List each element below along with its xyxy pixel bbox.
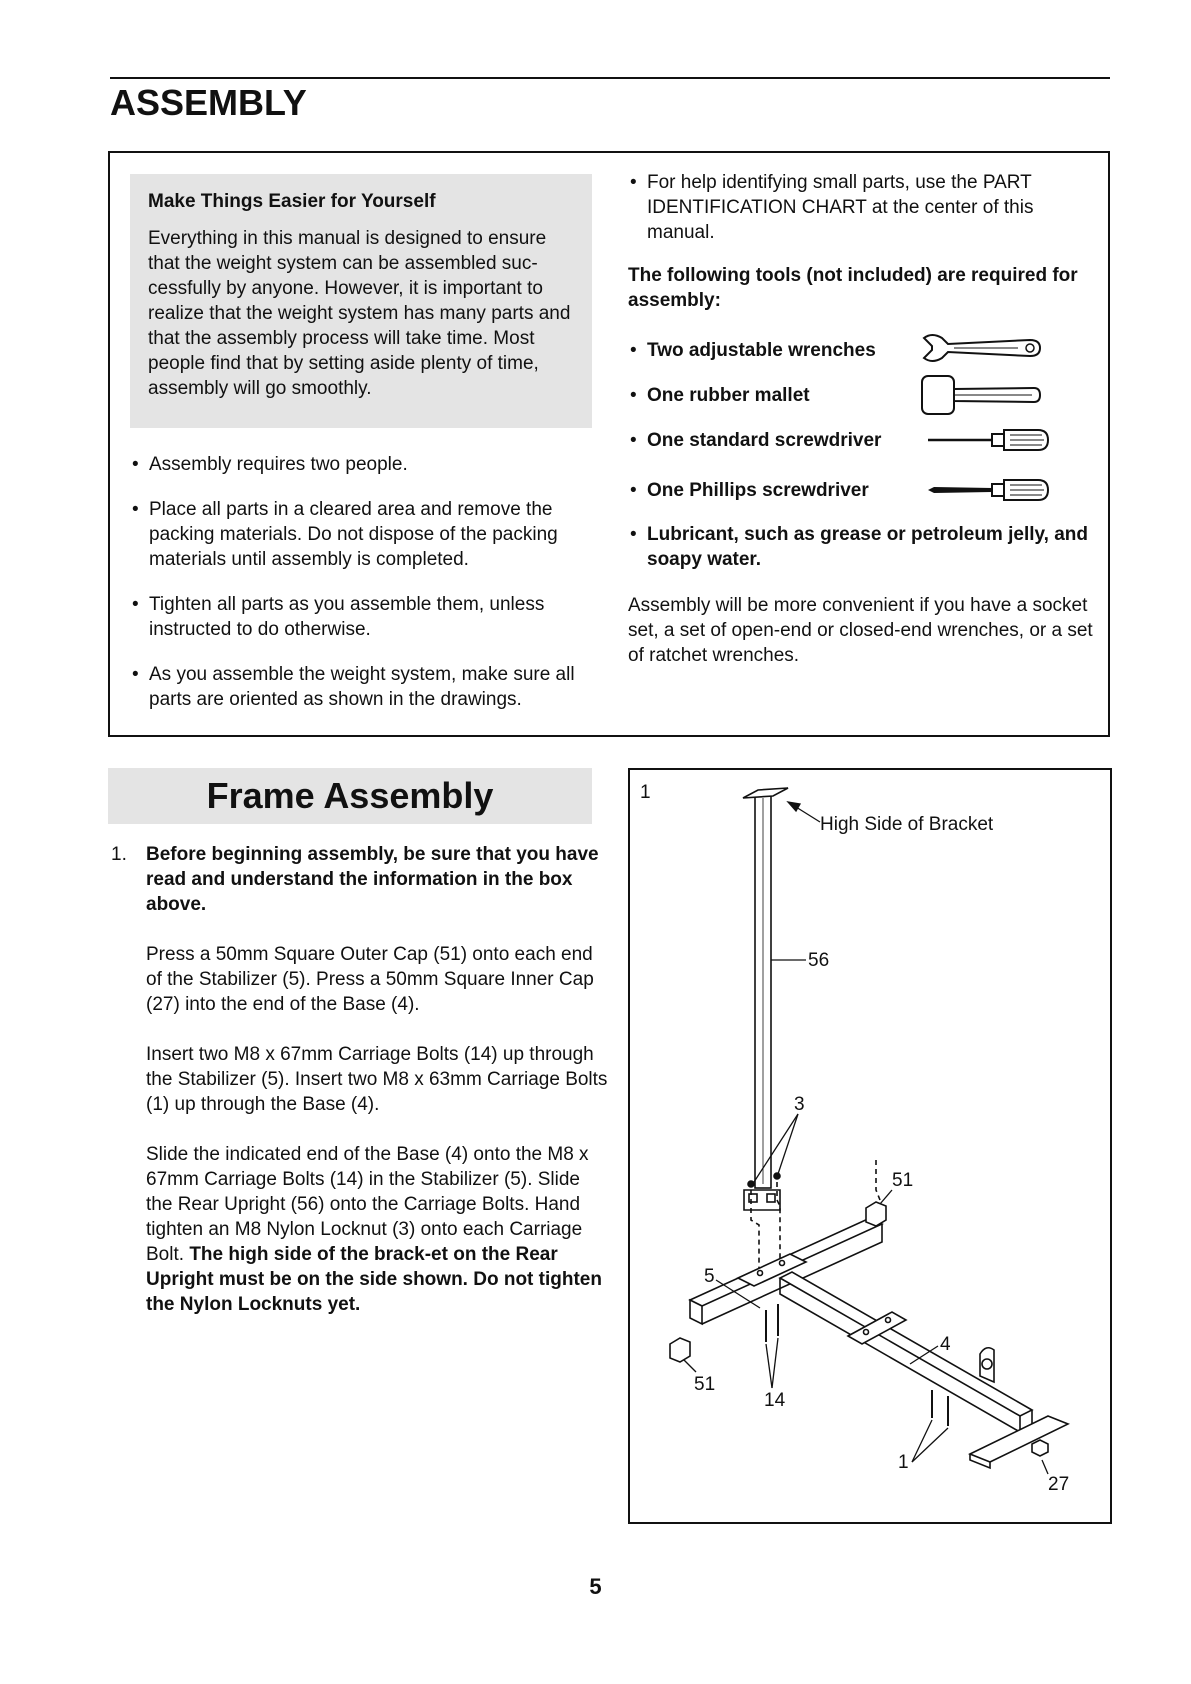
label-51-right: 51 [892,1170,914,1191]
figure-number: 1 [640,782,651,803]
tip-title: Make Things Easier for Yourself [148,191,436,212]
frame-diagram-drawing [630,770,1114,1526]
step-warning: The high side of the brack-et on the Rear Upright must be on the side shown. Do not tighten the Nylon Locknuts yet. [146,1244,602,1315]
help-bullet-text: For help identifying small parts, use the PART IDENTIFICATION CHART at the center of this manual. [647,172,1034,243]
label-27: 27 [1048,1474,1070,1495]
wrench-icon [918,330,1043,366]
top-bracket-part [743,788,788,798]
list-item-text: Assembly requires two people. [149,454,408,475]
list-item-text: Tighten all parts as you assemble them, unless instructed to do otherwise. [149,594,545,640]
locknut-part [774,1173,780,1179]
bullet: • [132,664,139,685]
list-item-text: Place all parts in a cleared area and remove the packing materials. Do not dispose of the packing materials until assembly is completed. [149,499,558,570]
right-column [628,170,1098,313]
step-number: 1. [111,844,127,865]
help-bullet-list [628,170,1098,245]
convenient-note: Assembly will be more convenient if you have a socket set, a set of open-end or closed-end wrenches, or a set of ratchet wrenches. [628,595,1093,666]
bullet: • [630,385,637,406]
tool-label: Two adjustable wrenches [647,340,876,361]
list-item [130,452,600,477]
label-1: 1 [898,1452,909,1473]
frame-diagram [628,768,1112,1524]
step-paragraph [146,1142,608,1317]
lubricant-text: Lubricant, such as grease or petroleum jelly, and soapy water. [647,524,1088,570]
bullet: • [630,480,637,501]
locknut-part [748,1181,754,1187]
bullet: • [630,340,637,361]
label-3: 3 [794,1094,805,1115]
label-51-left: 51 [694,1374,716,1395]
bullet: • [132,594,139,615]
lubricant-item [628,522,1098,572]
bullet: • [132,499,139,520]
label-5: 5 [704,1266,715,1287]
tip-box [130,174,592,428]
mallet-icon [918,372,1043,418]
list-item [628,338,876,363]
list-item [628,428,881,453]
header-rule [110,77,1110,79]
page-title: ASSEMBLY [110,82,307,123]
label-high-side: High Side of Bracket [820,814,994,835]
list-item-text: As you assemble the weight system, make sure all parts are oriented as shown in the drawings. [149,664,575,710]
frame-assembly-heading: Frame Assembly [108,768,592,824]
base-part [780,1272,1032,1416]
foot-plate-part [970,1416,1068,1462]
list-item [628,383,810,408]
phillips-screwdriver-icon [926,476,1050,504]
bullet: • [630,430,637,451]
step-1 [108,842,608,1342]
list-item [628,170,1098,245]
diagram-parts [670,788,1068,1468]
outer-cap-part [670,1338,690,1362]
list-item [628,478,869,503]
step-paragraph: Insert two M8 x 67mm Carriage Bolts (14) up through the Stabilizer (5). Insert two M8 x 63mm Carriage Bolts (1) up through the Base (4). [146,1044,608,1115]
tool-label: One Phillips screwdriver [647,480,869,501]
bullet: • [132,454,139,475]
bullet: • [630,172,637,193]
screwdriver-icon [926,426,1050,454]
tools-heading: The following tools (not included) are required for assembly: [628,265,1078,311]
list-item [130,662,600,712]
step-body [146,842,608,1317]
tip-text: Everything in this manual is designed to ensure that the weight system can be assembled suc-cessfully by anyone. However, it is important to realize that the weight system has many parts and that the assembly process will take time. Most people find that by setting aside plenty of time, assembly will go smoothly. [148,228,571,399]
list-item [130,497,600,572]
label-56: 56 [808,950,830,971]
tool-label: One rubber mallet [647,385,810,406]
assembly-bullet-list [130,452,600,732]
outer-cap-part [866,1202,886,1226]
tool-label: One standard screwdriver [647,430,882,451]
step-intro: Before beginning assembly, be sure that you have read and understand the information in the box above. [146,844,599,915]
page-number: 5 [589,1574,602,1599]
label-14: 14 [764,1390,786,1411]
list-item [130,592,600,642]
step-paragraph: Press a 50mm Square Outer Cap (51) onto each end of the Stabilizer (5). Press a 50mm Square Inner Cap (27) into the end of the Base (4). [146,944,594,1015]
step-text: Slide the indicated end of the Base (4) onto the M8 x 67mm Carriage Bolts (14) in the Stabilizer (5). Slide the Rear Upright (56) onto the Carriage Bolts. Hand tighten an M8 Nylon Locknut (3) onto each Carriage Bolt. [146,1144,589,1265]
label-4: 4 [940,1334,951,1355]
bullet: • [630,524,637,545]
inner-cap-part [1032,1440,1048,1456]
